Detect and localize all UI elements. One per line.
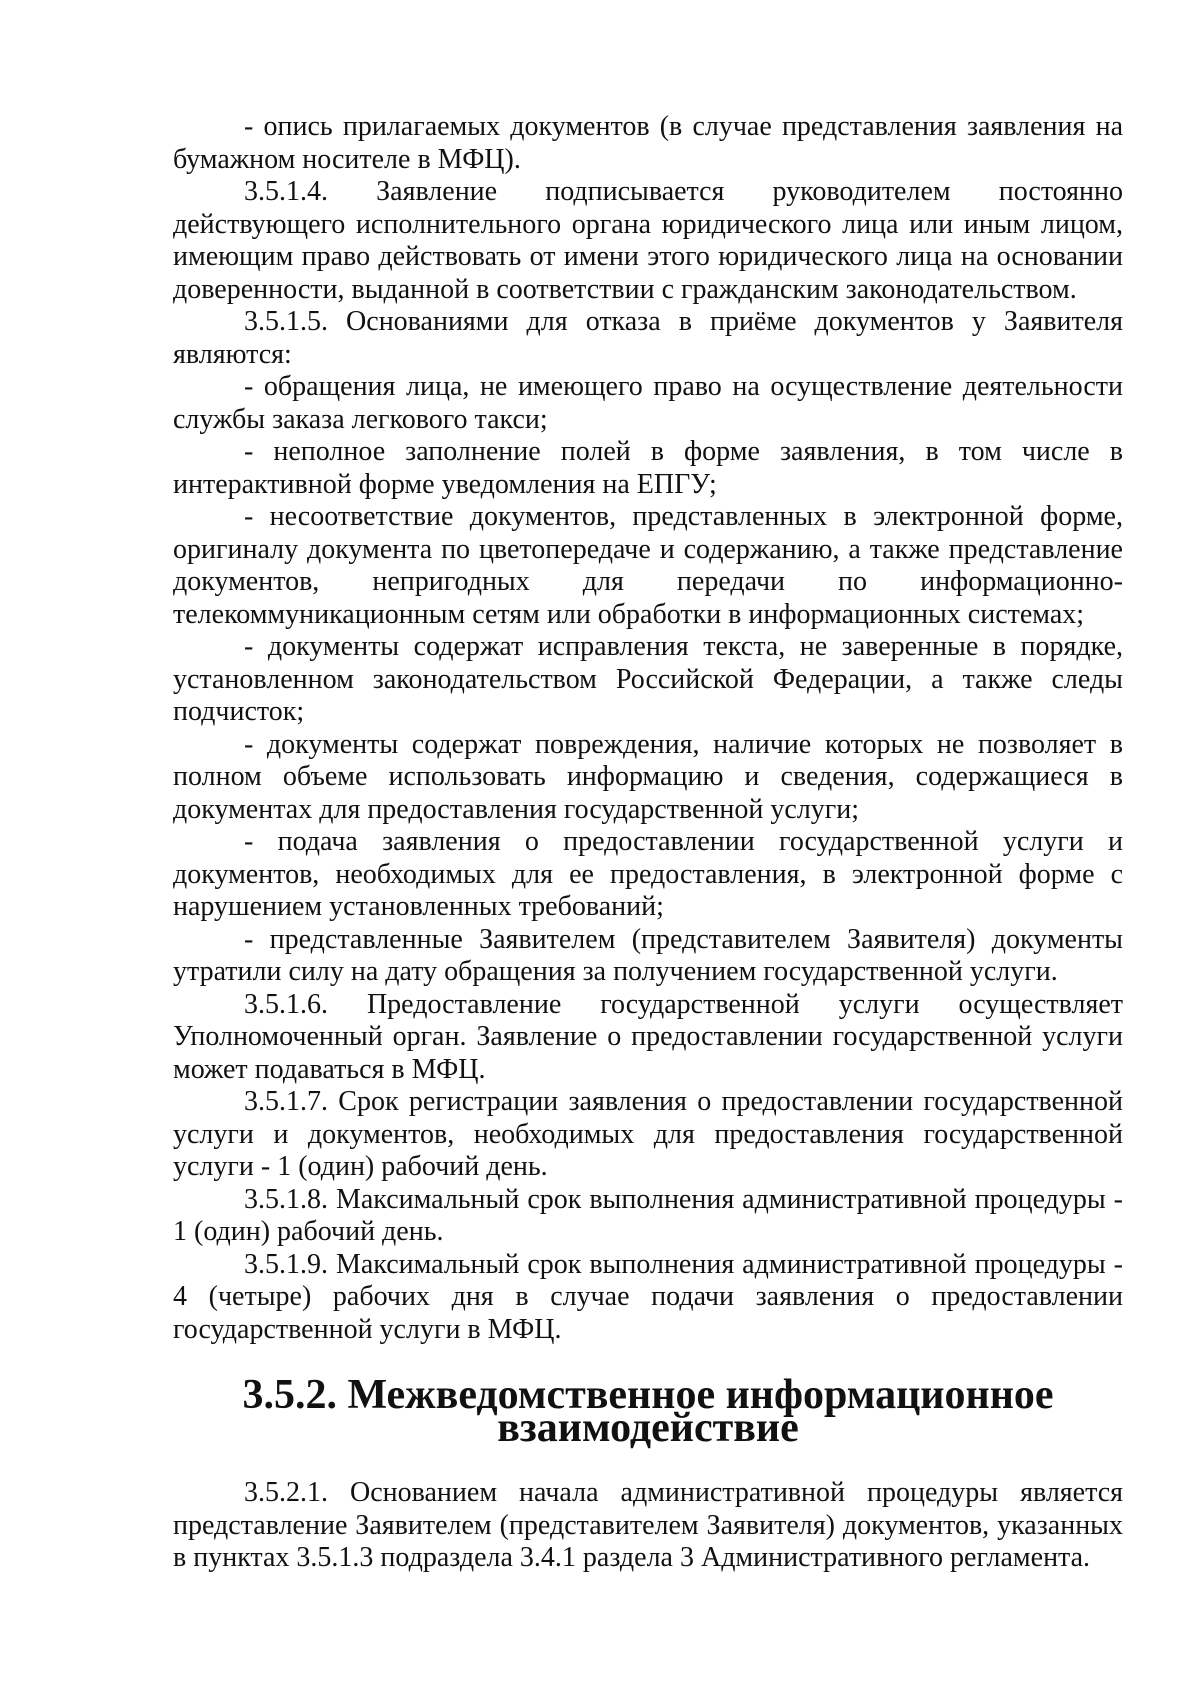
refusal-reason-item: - неполное заполнение полей в форме заявления, в том числе в интерактивной форме уведомления на ЕПГУ; xyxy=(173,436,1123,500)
refusal-reason-item: - документы содержат повреждения, наличие которых не позволяет в полном объеме использовать информацию и сведения, содержащиеся в документах для предоставления государственной услуги; xyxy=(173,728,1123,825)
paragraph-3-5-1-5: 3.5.1.5. Основаниями для отказа в приёме документов у Заявителя являются: xyxy=(173,306,1123,370)
document-page xyxy=(173,111,1123,1575)
refusal-reason-item: - несоответствие документов, представленных в электронной форме, оригиналу документа по цветопередаче и содержанию, а также представление документов, непригодных для передачи по информационно-телекоммуникационным сетям или обработки в информационных системах; xyxy=(173,501,1123,630)
refusal-reason-item: - документы содержат исправления текста, не заверенные в порядке, установленном законодательством Российской Федерации, а также следы подчисток; xyxy=(173,631,1123,727)
refusal-reason-item: - представленные Заявителем (представителем Заявителя) документы утратили силу на дату обращения за получением государственной услуги. xyxy=(173,923,1123,987)
paragraph-3-5-2-1: 3.5.2.1. Основанием начала административной процедуры является представление Заявителем (представителем Заявителя) документов, указанных в пунктах 3.5.1.3 подраздела 3.4.1 раздела 3 Административного регламента. xyxy=(173,1477,1123,1573)
paragraph-3-5-1-9: 3.5.1.9. Максимальный срок выполнения административной процедуры - 4 (четыре) рабочих дня в случае подачи заявления о предоставлении государственной услуги в МФЦ. xyxy=(173,1248,1123,1345)
paragraph-3-5-1-6: 3.5.1.6. Предоставление государственной услуги осуществляет Уполномоченный орган. Заявление о предоставлении государственной услуги может подаваться в МФЦ. xyxy=(173,988,1123,1085)
refusal-reason-item: - подача заявления о предоставлении государственной услуги и документов, необходимых для ее предоставления, в электронной форме с нарушением установленных требований; xyxy=(173,826,1123,922)
paragraph-3-5-1-4: 3.5.1.4. Заявление подписывается руководителем постоянно действующего исполнительного органа юридического лица или иным лицом, имеющим право действовать от имени этого юридического лица на основании доверенности, выданной в соответствии с гражданским законодательством. xyxy=(173,176,1123,305)
paragraph-3-5-1-7: 3.5.1.7. Срок регистрации заявления о предоставлении государственной услуги и документов, необходимых для предоставления государственной услуги - 1 (один) рабочий день. xyxy=(173,1086,1123,1182)
paragraph-3-5-1-8: 3.5.1.8. Максимальный срок выполнения административной процедуры - 1 (один) рабочий день. xyxy=(173,1183,1123,1247)
list-item-attachments-inventory: - опись прилагаемых документов (в случае представления заявления на бумажном носителе в МФЦ). xyxy=(173,111,1123,175)
refusal-reason-item: - обращения лица, не имеющего право на осуществление деятельности службы заказа легкового такси; xyxy=(173,371,1123,435)
section-heading-3-5-2: 3.5.2. Межведомственное информационное взаимодействие xyxy=(242,1372,1054,1451)
